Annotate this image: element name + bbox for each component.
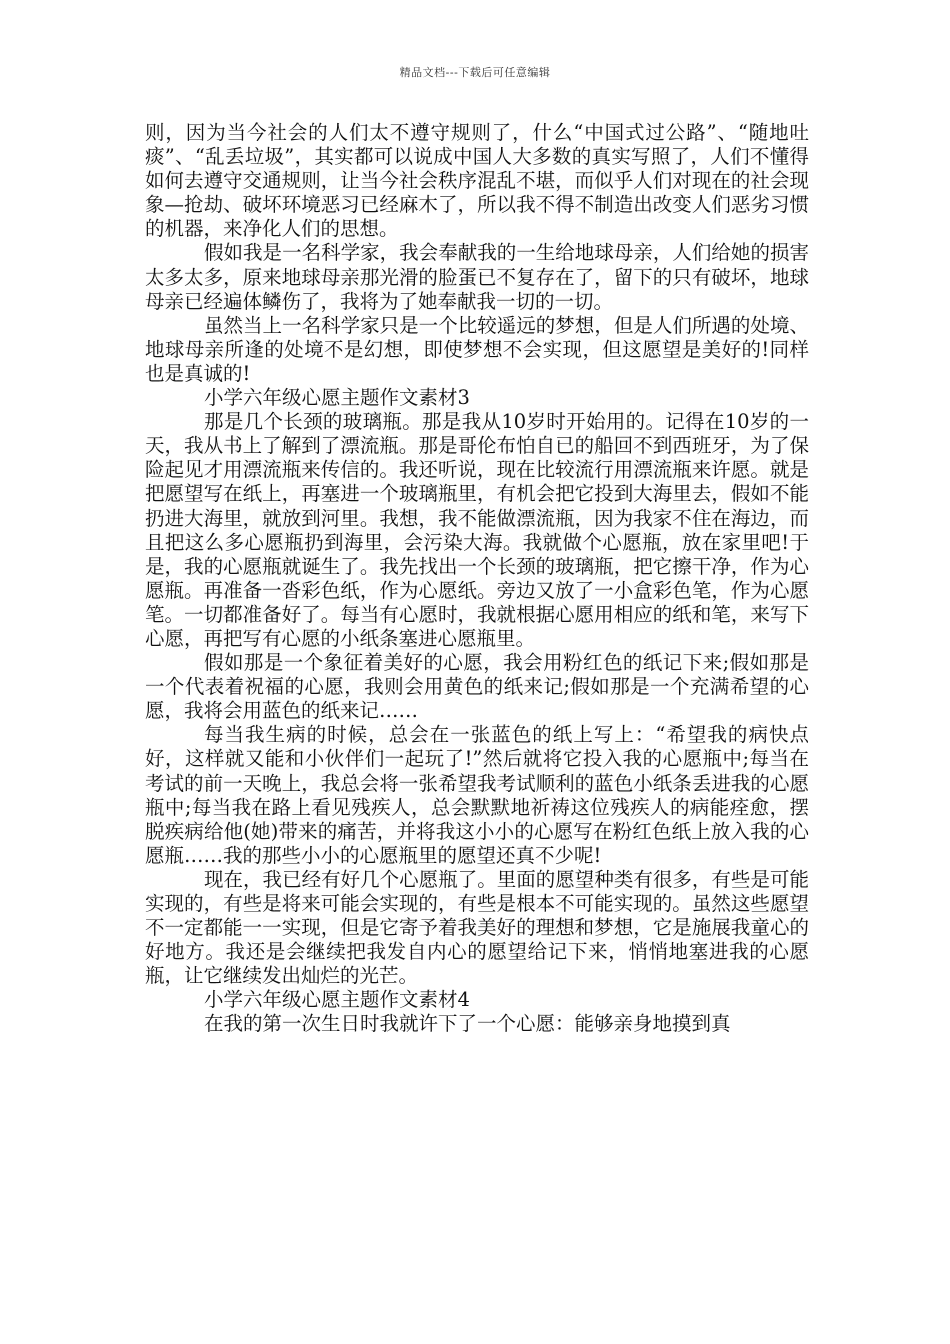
section-heading: 小学六年级心愿主题作文素材4: [204, 988, 470, 1012]
paragraph: 假如那是一个象征着美好的心愿，我会用粉红色的纸记下来;假如那是一个代表着祝福的心愿，我则会用黄色的纸来记;假如那是一个充满希望的心愿，我将会用蓝色的纸来记……: [145, 651, 809, 723]
document-body: [145, 121, 809, 1037]
page-header: 精品文档---下载后可任意编辑: [399, 66, 551, 79]
paragraph: 那是几个长颈的玻璃瓶。那是我从10岁时开始用的。记得在10岁的一天，我从书上了解到了漂流瓶。那是哥伦布怕自已的船回不到西班牙，为了保险起见才用漂流瓶来传信的。我还听说，现在比较流行用漂流瓶来许愿。就是把愿望写在纸上，再塞进一个玻璃瓶里，有机会把它投到大海里去，假如不能扔进大海里，就放到河里。我想，我不能做漂流瓶，因为我家不住在海边，而且把这么多心愿瓶扔到海里，会污染大海。我就做个心愿瓶，放在家里吧!于是，我的心愿瓶就诞生了。我先找出一个长颈的玻璃瓶，把它擦干净，作为心愿瓶。再准备一沓彩色纸，作为心愿纸。旁边又放了一小盒彩色笔，作为心愿笔。一切都准备好了。每当有心愿时，我就根据心愿用相应的纸和笔，来写下心愿，再把写有心愿的小纸条塞进心愿瓶里。: [145, 410, 809, 650]
section-heading: 小学六年级心愿主题作文素材3: [204, 386, 470, 410]
paragraph-continuation: 则，因为当今社会的人们太不遵守规则了，什么“中国式过公路”、“随地吐痰”、“乱丢垃圾”，其实都可以说成中国人大多数的真实写照了，人们不懂得如何去遵守交通规则，让当今社会秩序混乱不堪，而似乎人们对现在的社会现象—抢劫、破坏环境恶习已经麻木了，所以我不得不制造出改变人们恶劣习惯的机器，来净化人们的思想。: [145, 121, 809, 241]
paragraph: 在我的第一次生日时我就许下了一个心愿：能够亲身地摸到真: [204, 1012, 731, 1036]
paragraph: 每当我生病的时候，总会在一张蓝色的纸上写上：“希望我的病快点好，这样就又能和小伙伴们一起玩了!”然后就将它投入我的心愿瓶中;每当在考试的前一天晚上，我总会将一张希望我考试顺利的蓝色小纸条丢进我的心愿瓶中;每当我在路上看见残疾人，总会默默地祈祷这位残疾人的病能痊愈，摆脱疾病给他(她)带来的痛苦，并将我这小小的心愿写在粉红色纸上放入我的心愿瓶……我的那些小小的心愿瓶里的愿望还真不少呢!: [145, 723, 809, 867]
paragraph: 现在，我已经有好几个心愿瓶了。里面的愿望种类有很多，有些是可能实现的，有些是将来可能会实现的，有些是根本不可能实现的。虽然这些愿望不一定都能一一实现，但是它寄予着我美好的理想和梦想，它是施展我童心的好地方。我还是会继续把我发自内心的愿望给记下来，悄悄地塞进我的心愿瓶，让它继续发出灿烂的光芒。: [145, 867, 809, 988]
paragraph: 假如我是一名科学家，我会奉献我的一生给地球母亲，人们给她的损害太多太多，原来地球母亲那光滑的脸蛋已不复存在了，留下的只有破坏，地球母亲已经遍体鳞伤了，我将为了她奉献我一切的一切。: [145, 241, 809, 313]
paragraph: 虽然当上一名科学家只是一个比较遥远的梦想，但是人们所遇的处境、地球母亲所逢的处境不是幻想，即使梦想不会实现，但这愿望是美好的!同样也是真诚的!: [145, 313, 809, 385]
